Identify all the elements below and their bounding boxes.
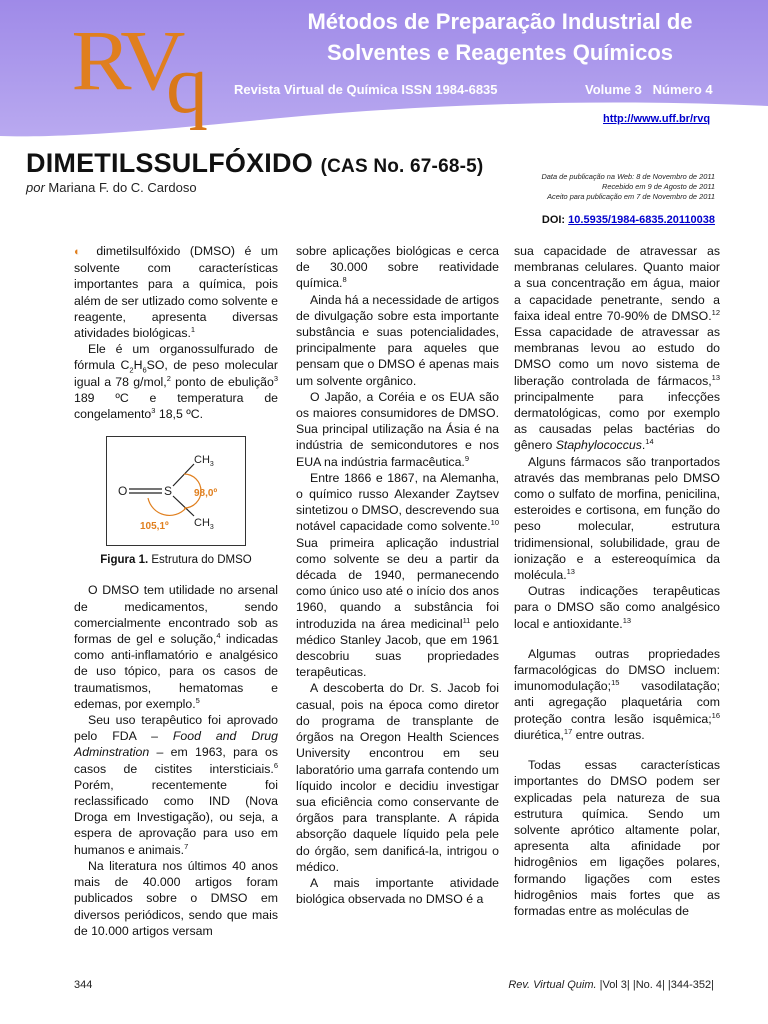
publication-dates [541,172,715,202]
journal-url-link[interactable]: http://www.uff.br/rvq [603,113,711,125]
atom-methyl-top: $CH_3$ [194,454,214,469]
series-title-line-2: Solventes e Reagentes Químicos [326,40,674,65]
column-3 [514,243,720,919]
atom-methyl-bottom: $CH_3$ [194,517,214,532]
journal-issn: Revista Virtual de Química ISSN 1984-6835 [234,82,498,97]
paragraph: Seu uso terapêutico foi aprovado pelo FDA – Food and Drug Adminstration – em 1963, para os casos de cistites intersticiais.$^6$ Porém, recentemente foi reclassificado como IND (Nova Droga em Investigação), ou seja, a espera de aprovação para uso em humanos e animais.$^7$ [74,713,278,857]
paragraph: Ainda há a necessidade de artigos de divulgação sobre esta importante substância e suas potencialidades, principalmente para aqueles que pensam que o DMSO é apenas mais um solvente orgânico. [296,292,499,388]
received-date: Recebido em 9 de Agosto de 2011 [602,182,715,191]
author-name: Mariana F. do C. Cardoso [48,180,197,195]
atom-sulfur: S [164,484,173,499]
series-title-line-1: Métodos de Preparação Industrial de [307,9,693,34]
paragraph: Algumas outras propriedades farmacológicas do DMSO incluem: imunomodulação;$^{15}$ vasodilatação; anti agregação plaquetária com proteção contra lesão isquêmica;$^{16}$ diurética,$^{17}$ entre outras. [514,646,720,742]
logo-letter-q: q [166,38,208,131]
angle-label-2: 105,1º [140,521,169,533]
footer-citation: Rev. Virtual Quim. |Vol 3| |No. 4| |344-352| [508,979,714,991]
journal-logo [71,12,234,131]
paragraph: Na literatura nos últimos 40 anos mais de 40.000 artigos foram publicados sobre o DMSO em diversos periódicos, sendo que mais de 10.000 artigos versam [74,858,278,938]
paragraph: Todas essas características importantes do DMSO podem ser explicadas pela natureza de sua estrutura química. Sendo um solvente aprótico altamente polar, apresenta alta afinidade por hidrogênios em ligações polares, formando ligações com estes hidrogênios mais fortes que as formadas entre as moléculas de [514,758,720,918]
figure-caption: Figura 1. Estrutura do DMSO [100,554,252,567]
paragraph: A descoberta do Dr. S. Jacob foi casual, pois na época como diretor do programa de transplante de órgãos na Oregon Health Sciences University encontrou em seu laboratório uma garrafa contendo um líquido incolor e decidiu investigar sua eficiência como conservante de órgãos para transplante. A rápida absorção daquele líquido pela pele do órgão, sem danificá-la, intrigou o médico. [296,681,499,874]
atom-oxygen: O [118,484,128,499]
paragraph: ◐ dimetilsulfóxido (DMSO) é um solvente com características importantes para a química, pois além de ser utlizado como solvente e reagente, apresenta diversas atividades biológicas.$^1$ [74,244,278,341]
logo-letters-rv: RV [71,12,182,108]
paragraph: Outras indicações terapêuticas para o DMSO são como analgésico local e antioxidante.$^{13}$ [514,584,720,631]
paragraph: Alguns fármacos são tranportados através das membranas pelo DMSO como o sulfato de morfina, penicilina, esteroides e cortisona, em função do peso molecular, estrutura tridimensional, solubilidade, grau de ionização e a estereoquímica da molécula.$^{13}$ [514,454,720,583]
byline [26,180,197,195]
dmso-structure-diagram [106,436,246,546]
figure-dmso-structure [74,436,278,568]
doi-label: DOI: [541,214,566,226]
accepted-date: Aceito para publicação em 7 de Novembro de 2011 [547,192,715,201]
column-1 [74,243,278,939]
paragraph: A mais importante atividade biológica observada no DMSO é a [296,875,499,907]
page-number: 344 [74,979,93,991]
series-title [235,6,765,68]
paragraph: sobre aplicações biológicas e cerca de 30.000 sobre reatividade química.$^8$ [296,244,499,291]
volume-number: Volume 3 Número 4 [585,82,713,97]
article-title-text: DIMETILSSULFÓXIDO [26,148,313,178]
paragraph: Entre 1866 e 1867, na Alemanha, o químico russo Alexander Zaytsev sintetizou o DMSO, descrevendo sua notável capacidade como solvente.$^{10}$ Sua primeira aplicação industrial como solvente se deu a partir da década de 1940, permanecendo como único uso até o início dos anos 1960, quando a substância foi introduzida na área medicinal$^{11}$ pelo médico Stanley Jacob, que em 1961 descobriu suas propriedades terapêuticas. [296,470,500,680]
doi-line [542,214,715,226]
column-2 [296,243,499,907]
doi-link[interactable]: 10.5935/1984-6835.20110038 [568,214,715,226]
cas-number: (CAS No. 67-68-5) [320,156,484,177]
angle-label-1: 98,0º [194,488,218,500]
paragraph: O DMSO tem utilidade no arsenal de medicamentos, sendo comercialmente encontrado sob as formas de gel e solução,$^4$ indicadas como anti-inflamatório e analgésico de uso tópico, para os casos de traumatismos, hematomas e edemas, por exemplo.$^5$ [74,583,278,711]
paragraph: sua capacidade de atravessar as membranas celulares. Quanto maior a sua concentração em água, maior a capacidade penetrante, sendo a faixa ideal entre 70-90% de DMSO.$^{12}$ Essa capacidade de atravessar as membranas levou ao estudo do DMSO como um novo sistema de liberação controlada de fármacos,$^{13}$ principalmente para infecções dermatológicas, como por exemplo as causadas pelas bactérias do gênero Staphylococcus.$^{14}$ [514,244,720,453]
paragraph: Ele é um organossulfurado de fórmula $C_2H_6SO$, de peso molecular igual a 78 g/mol,$^2$ ponto de ebulição$^3$ 189 ºC e temperatura de congelamento$^3$ 18,5 ºC. [74,342,278,422]
web-publication-date: Data de publicação na Web: 8 de Novembro de 2011 [541,172,715,181]
bullet-icon: ◐ [74,246,87,258]
article-title [26,148,483,179]
byline-prefix: por [26,180,45,195]
paragraph: O Japão, a Coréia e os EUA são os maiores consumidores de DMSO. Sua principal utilização na Ásia é na indústria de semicondutores e nos EUA na indústria farmacêutica.$^9$ [296,389,499,469]
